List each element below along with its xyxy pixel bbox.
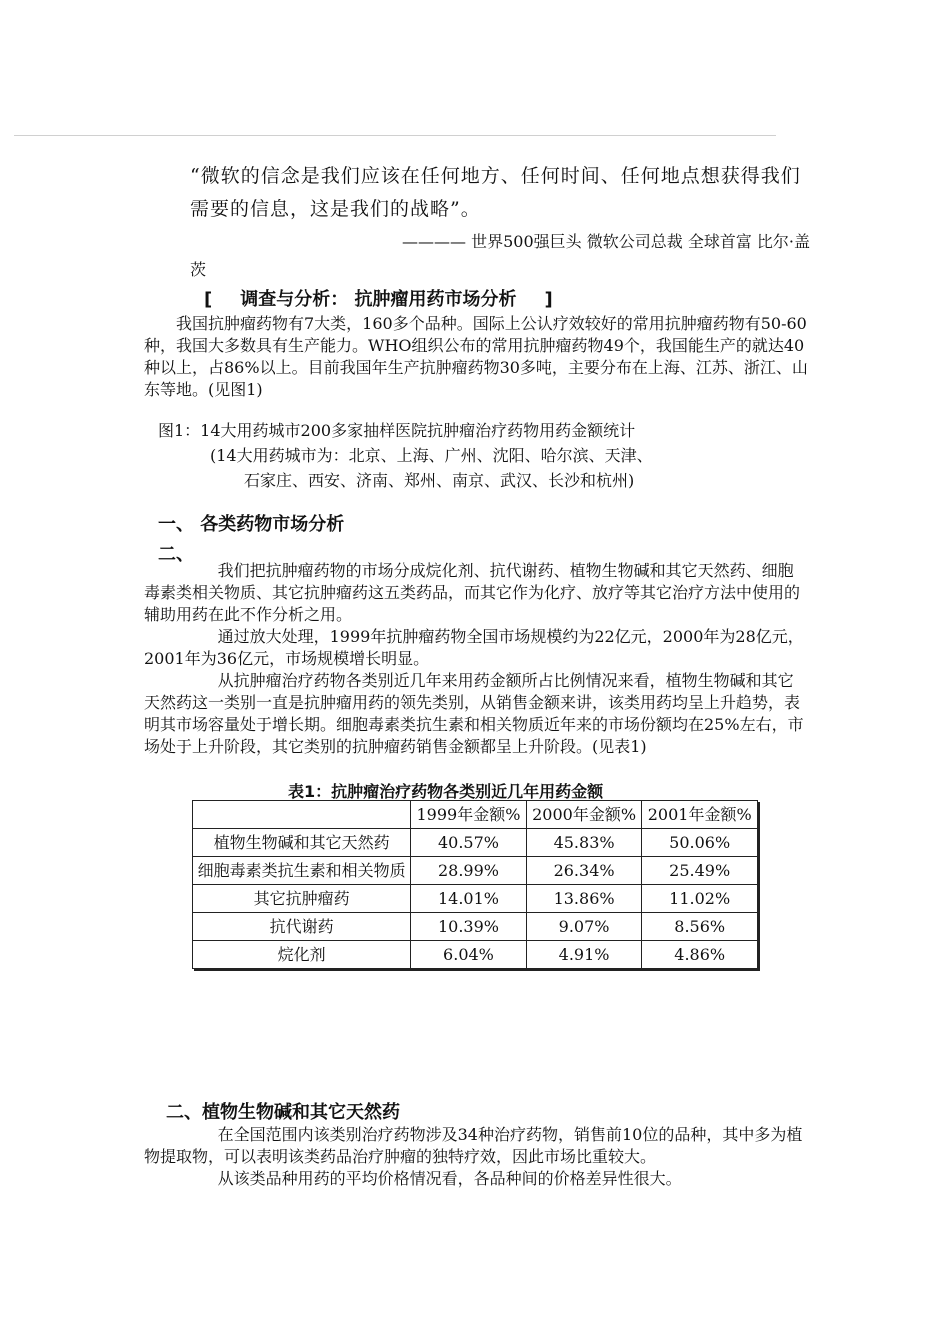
figure-caption (158, 418, 798, 493)
heading-1b: 二、 (158, 544, 194, 565)
table-cell: 45.83% (526, 829, 642, 857)
table-row (193, 885, 758, 913)
table-row (193, 913, 758, 941)
table-cell: 4.91% (526, 941, 642, 969)
data-table (192, 800, 758, 969)
body-paragraph: 通过放大处理，1999年抗肿瘤药物全国市场规模约为22亿元，2000年为28亿元，2001年为36亿元，市场规模增长明显。 (144, 627, 804, 668)
table-cell: 25.49% (642, 857, 758, 885)
table-row (193, 829, 758, 857)
table-cell: 8.56% (642, 913, 758, 941)
table-header-row (193, 801, 758, 829)
header-cell: 2001年金额% (642, 801, 758, 829)
table-row (193, 857, 758, 885)
heading-2: 二、植物生物碱和其它天然药 (166, 1102, 400, 1123)
figure-caption-line1: 图1：14大用药城市200多家抽样医院抗肿瘤治疗药物用药金额统计 (158, 421, 636, 440)
bracket-close: ] (544, 289, 553, 310)
table-cell: 9.07% (526, 913, 642, 941)
figure-caption-line2: (14大用药城市为：北京、上海、广州、沈阳、哈尔滨、天津、 (210, 446, 653, 465)
body-section-1 (144, 560, 809, 758)
table-cell: 50.06% (642, 829, 758, 857)
table-cell: 10.39% (411, 913, 527, 941)
table-cell: 13.86% (526, 885, 642, 913)
row-label: 抗代谢药 (193, 913, 411, 941)
attribution-tail: 茨 (190, 260, 207, 279)
figure-caption-line3: 石家庄、西安、济南、郑州、南京、武汉、长沙和杭州) (244, 471, 635, 490)
row-label: 烷化剂 (193, 941, 411, 969)
table-caption: 表1：抗肿瘤治疗药物各类别近几年用药金额 (288, 782, 604, 801)
body-paragraph: 在全国范围内该类别治疗药物涉及34种治疗药物，销售前10位的品种，其中多为植物提取物，可以表明该类药品治疗肿瘤的独特疗效，因此市场比重较大。 (144, 1125, 803, 1166)
body-paragraph: 我们把抗肿瘤药物的市场分成烷化剂、抗代谢药、植物生物碱和其它天然药、细胞毒素类相关物质、其它抗肿瘤药这五类药品，而其它作为化疗、放疗等其它治疗方法中使用的辅助用药在此不作分析之用。 (144, 561, 801, 624)
table-cell: 11.02% (642, 885, 758, 913)
attribution-line: ———— 世界500强巨头 微软公司总裁 全球首富 比尔·盖 (402, 232, 810, 251)
intro-paragraph: 我国抗肿瘤药物有7大类，160多个品种。国际上公认疗效较好的常用抗肿瘤药物有50-60种，我国大多数具有生产能力。WHO组织公布的常用抗肿瘤药物49个，我国能生产的就达40种以上，占86%以上。目前我国年生产抗肿瘤药物30多吨，主要分布在上海、江苏、浙江、山东等地。(见图1) (144, 314, 808, 399)
quote-attribution (190, 228, 810, 284)
row-label: 植物生物碱和其它天然药 (193, 829, 411, 857)
header-rule (14, 135, 776, 136)
row-label: 细胞毒素类抗生素和相关物质 (193, 857, 411, 885)
bracket-open: [ (204, 289, 213, 310)
heading-1: 一、 各类药物市场分析 (158, 514, 345, 535)
header-cell (193, 801, 411, 829)
body-paragraph: 从该类品种用药的平均价格情况看，各品种间的价格差异性很大。 (217, 1169, 682, 1188)
table-cell: 4.86% (642, 941, 758, 969)
table-cell: 6.04% (411, 941, 527, 969)
table-row (193, 941, 758, 969)
table-cell: 14.01% (411, 885, 527, 913)
table-cell: 40.57% (411, 829, 527, 857)
section-title (190, 285, 790, 311)
body-paragraph: 从抗肿瘤治疗药物各类别近几年来用药金额所占比例情况来看，植物生物碱和其它天然药这一类别一直是抗肿瘤用药的领先类别，从销售金额来讲，该类用药均呈上升趋势，表明其市场容量处于增长期。细胞毒素类抗生素和相关物质近年来的市场份额均在25%左右，市场处于上升阶段，其它类别的抗肿瘤药销售金额都呈上升阶段。(见表1) (144, 671, 804, 756)
header-cell: 2000年金额% (526, 801, 642, 829)
table-cell: 26.34% (526, 857, 642, 885)
body-section-2 (144, 1124, 809, 1190)
quote-text: “微软的信念是我们应该在任何地方、任何时间、任何地点想获得我们需要的信息，这是我们的战略”。 (190, 165, 801, 220)
header-cell: 1999年金额% (411, 801, 527, 829)
row-label: 其它抗肿瘤药 (193, 885, 411, 913)
section-title-text: 调查与分析： 抗肿瘤用药市场分析 (240, 289, 517, 310)
table-cell: 28.99% (411, 857, 527, 885)
